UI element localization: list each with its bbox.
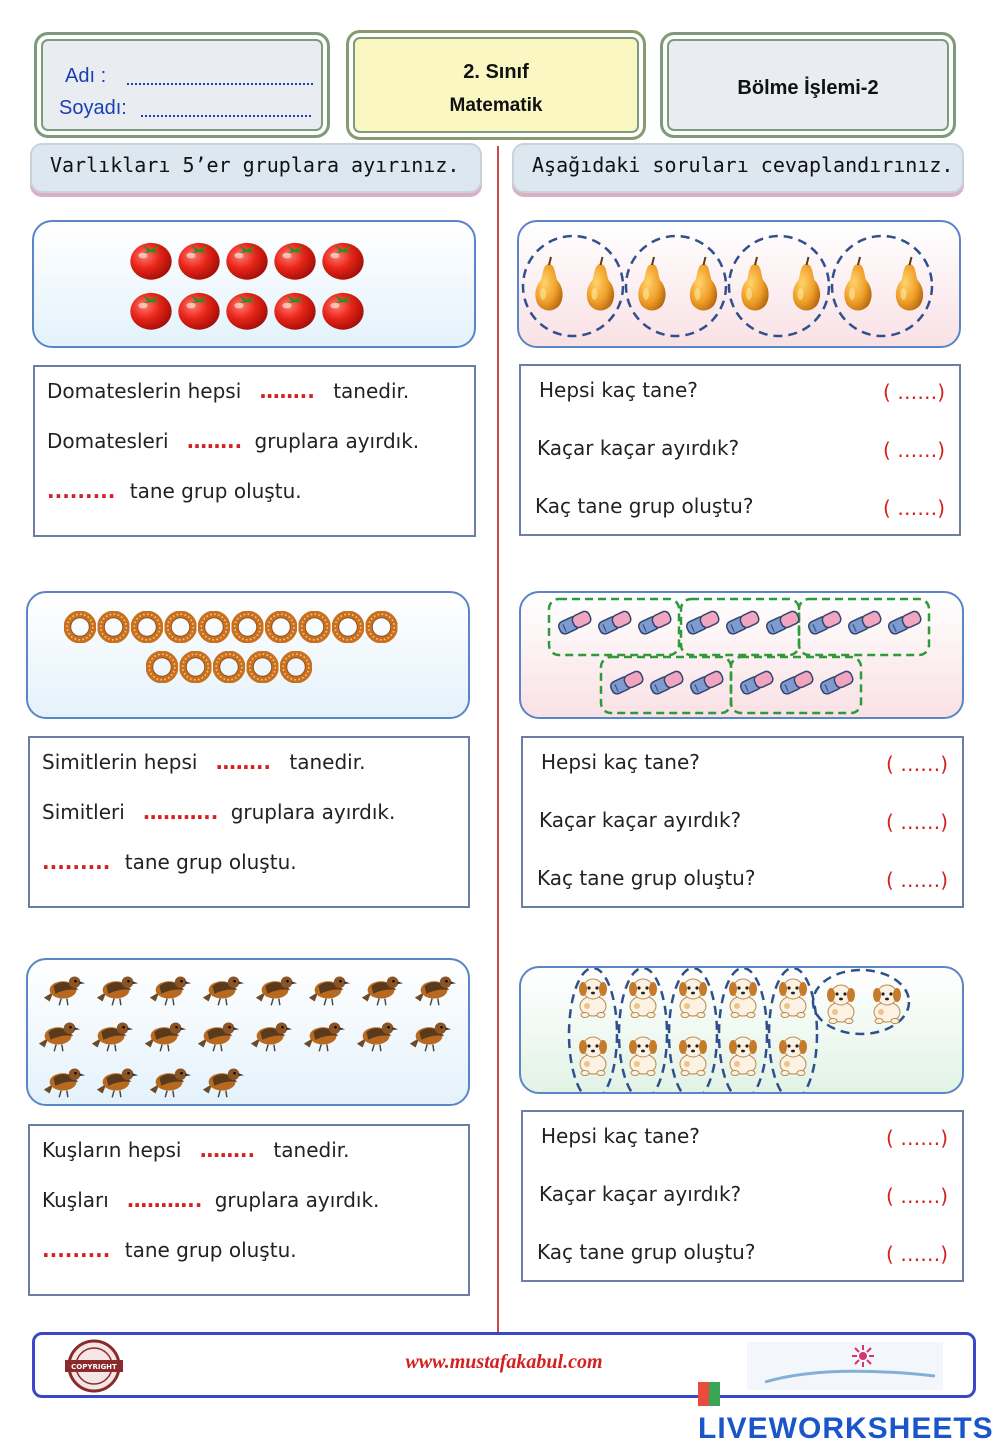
- puppy-icon: [579, 1037, 607, 1076]
- left-instruction: Varlıkları 5’er gruplara ayırınız.: [30, 143, 482, 193]
- tomato-icon: [322, 243, 363, 280]
- puppy-icon: [629, 979, 657, 1018]
- pear-a2[interactable]: ( ……): [883, 438, 945, 462]
- puppy-icon: [679, 979, 707, 1018]
- simit-icon: [134, 614, 160, 640]
- pear-q3: Kaç tane grup oluştu?: [535, 494, 754, 518]
- eraser-groups: [521, 593, 964, 719]
- simit-icon: [268, 614, 294, 640]
- puppy-icon: [679, 1037, 707, 1076]
- eraser-panel: [519, 591, 964, 719]
- bird-icon: [145, 1022, 186, 1051]
- tomato-line3-end: tane grup oluştu.: [129, 479, 302, 503]
- puppy-a1[interactable]: ( ……): [886, 1126, 948, 1150]
- bird-line1-text: Kuşların hepsi: [42, 1138, 182, 1162]
- bird-question-box: [28, 1124, 470, 1296]
- tomato-question-box: [33, 365, 476, 537]
- bird-icon: [357, 1022, 398, 1051]
- eraser-icon: [609, 670, 644, 696]
- column-divider: [497, 146, 499, 1332]
- tomato-icon: [130, 293, 171, 330]
- website-link[interactable]: www.mustafakabul.com: [405, 1351, 603, 1373]
- pear-icon: [896, 257, 923, 311]
- bird-line2-text: Kuşları: [42, 1188, 109, 1212]
- simit-icon: [235, 614, 261, 640]
- bird-icon: [39, 1022, 80, 1051]
- eraser-icon: [685, 610, 720, 636]
- puppy-groups: [521, 968, 964, 1094]
- pear-icon: [690, 257, 717, 311]
- pear-groups: [519, 222, 961, 348]
- bird-icon: [150, 1068, 191, 1097]
- tomato-icon: [178, 293, 219, 330]
- tomato-icon: [178, 243, 219, 280]
- simit-line1-text: Simitlerin hepsi: [42, 750, 198, 774]
- bird-icon: [150, 976, 191, 1005]
- pear-icon: [535, 257, 562, 311]
- simit-icon: [201, 614, 227, 640]
- bird-icon: [362, 976, 403, 1005]
- puppy-icon: [779, 979, 807, 1018]
- simit-group-count-blank[interactable]: .........: [42, 850, 111, 874]
- eraser-a2[interactable]: ( ……): [886, 810, 948, 834]
- tomato-icon: [226, 293, 267, 330]
- eraser-q3: Kaç tane grup oluştu?: [537, 866, 756, 890]
- puppy-icon: [873, 985, 901, 1024]
- simit-question-box: [28, 736, 470, 908]
- eraser-icon: [649, 670, 684, 696]
- liveworksheets-brand[interactable]: LIVEWORKSHEETS: [698, 1378, 1000, 1446]
- bird-total-blank[interactable]: ……..: [199, 1138, 256, 1162]
- tomato-grid: [34, 222, 476, 348]
- flower-icon: [852, 1345, 874, 1367]
- grade-label: 2. Sınıf: [463, 61, 529, 83]
- bird-group-count-blank[interactable]: .........: [42, 1238, 111, 1262]
- simit-icon: [149, 654, 175, 680]
- tomato-group-size-blank[interactable]: ……..: [186, 429, 243, 453]
- tomato-line2-end: gruplara ayırdık.: [254, 429, 420, 453]
- bird-panel: [26, 958, 470, 1106]
- topic-plaque: [660, 32, 956, 138]
- eraser-icon: [765, 610, 800, 636]
- bird-icon: [198, 1022, 239, 1051]
- bird-icon: [251, 1022, 292, 1051]
- tomato-total-blank[interactable]: ……..: [259, 379, 315, 403]
- puppy-question-box: [521, 1110, 964, 1282]
- eraser-question-box: [521, 736, 964, 908]
- tomato-icon: [274, 243, 315, 280]
- eraser-icon: [597, 610, 632, 636]
- bird-icon: [309, 976, 350, 1005]
- pear-icon: [741, 257, 768, 311]
- simit-line2-text: Simitleri: [42, 800, 125, 824]
- tomato-icon: [322, 293, 363, 330]
- tomato-line1-end: tanedir.: [333, 379, 410, 403]
- eraser-icon: [779, 670, 814, 696]
- eraser-a1[interactable]: ( ……): [886, 752, 948, 776]
- simit-line1-end: tanedir.: [289, 750, 366, 774]
- simit-group-size-blank[interactable]: ………..: [143, 800, 219, 824]
- bird-icon: [44, 1068, 85, 1097]
- puppy-icon: [729, 979, 757, 1018]
- bird-icon: [203, 1068, 244, 1097]
- simit-icon: [183, 654, 209, 680]
- eraser-icon: [819, 670, 854, 696]
- eraser-icon: [739, 670, 774, 696]
- bird-icon: [410, 1022, 451, 1051]
- eraser-icon: [689, 670, 724, 696]
- simit-icon: [67, 614, 93, 640]
- simit-line3-end: tane grup oluştu.: [124, 850, 297, 874]
- bird-line1-end: tanedir.: [273, 1138, 350, 1162]
- name-plaque: [34, 32, 330, 138]
- eraser-a3[interactable]: ( ……): [886, 868, 948, 892]
- simit-icon: [335, 614, 361, 640]
- pear-q2: Kaçar kaçar ayırdık?: [537, 436, 740, 460]
- tomato-panel: [32, 220, 476, 348]
- eraser-icon: [807, 610, 842, 636]
- tomato-icon: [226, 243, 267, 280]
- subject-label: Matematik: [449, 95, 543, 116]
- eraser-q1: Hepsi kaç tane?: [541, 750, 700, 774]
- class-plaque: [346, 30, 646, 140]
- tomato-group-count-blank[interactable]: .........: [47, 479, 116, 503]
- pear-a1[interactable]: ( ……): [883, 380, 945, 404]
- tomato-line1-text: Domateslerin hepsi: [47, 379, 242, 403]
- name-field[interactable]: [127, 83, 313, 85]
- simit-icon: [250, 654, 276, 680]
- pear-icon: [844, 257, 871, 311]
- topic-title: Bölme İşlemi-2: [737, 77, 879, 99]
- puppy-icon: [579, 979, 607, 1018]
- bird-group-size-blank[interactable]: ………..: [127, 1188, 203, 1212]
- bird-icon: [304, 1022, 345, 1051]
- bird-icon: [97, 976, 138, 1005]
- surname-field[interactable]: [141, 115, 311, 117]
- eraser-icon: [557, 610, 592, 636]
- pear-icon: [587, 257, 614, 311]
- puppy-q1: Hepsi kaç tane?: [541, 1124, 700, 1148]
- eraser-icon: [725, 610, 760, 636]
- simit-panel: [26, 591, 470, 719]
- puppy-q3: Kaç tane grup oluştu?: [537, 1240, 756, 1264]
- simit-icon: [101, 614, 127, 640]
- pear-icon: [638, 257, 665, 311]
- bird-line3-end: tane grup oluştu.: [124, 1238, 297, 1262]
- surname-label: Soyadı:: [59, 97, 127, 119]
- right-instruction: Aşağıdaki soruları cevaplandırınız.: [512, 143, 964, 193]
- bird-icon: [92, 1022, 133, 1051]
- puppy-a2[interactable]: ( ……): [886, 1184, 948, 1208]
- pear-question-box: [519, 364, 961, 536]
- simit-icon: [283, 654, 309, 680]
- tomato-icon: [130, 243, 171, 280]
- puppy-icon: [827, 985, 855, 1024]
- simit-line2-end: gruplara ayırdık.: [230, 800, 396, 824]
- lw-logo-icon: [698, 1382, 720, 1406]
- bird-icon: [415, 976, 456, 1005]
- bird-icon: [97, 1068, 138, 1097]
- simit-total-blank[interactable]: ……..: [215, 750, 272, 774]
- simit-icon: [369, 614, 395, 640]
- tomato-line2-text: Domatesleri: [47, 429, 169, 453]
- bird-icon: [203, 976, 244, 1005]
- bird-icon: [44, 976, 85, 1005]
- bird-line2-end: gruplara ayırdık.: [214, 1188, 380, 1212]
- name-label: Adı :: [65, 65, 107, 87]
- puppy-a3[interactable]: ( ……): [886, 1242, 948, 1266]
- eraser-icon: [887, 610, 922, 636]
- puppy-panel: [519, 966, 964, 1094]
- simit-grid: [28, 593, 470, 719]
- eraser-icon: [637, 610, 672, 636]
- puppy-icon: [629, 1037, 657, 1076]
- simit-icon: [216, 654, 242, 680]
- pear-panel: [517, 220, 961, 348]
- copyright-text: COPYRIGHT: [71, 1363, 117, 1371]
- puppy-icon: [779, 1037, 807, 1076]
- pear-icon: [793, 257, 820, 311]
- simit-icon: [302, 614, 328, 640]
- eraser-icon: [847, 610, 882, 636]
- puppy-icon: [729, 1037, 757, 1076]
- puppy-q2: Kaçar kaçar ayırdık?: [539, 1182, 742, 1206]
- bird-grid: [28, 960, 470, 1106]
- tomato-icon: [274, 293, 315, 330]
- eraser-q2: Kaçar kaçar ayırdık?: [539, 808, 742, 832]
- pear-a3[interactable]: ( ……): [883, 496, 945, 520]
- bird-icon: [256, 976, 297, 1005]
- pear-q1: Hepsi kaç tane?: [539, 378, 698, 402]
- simit-icon: [168, 614, 194, 640]
